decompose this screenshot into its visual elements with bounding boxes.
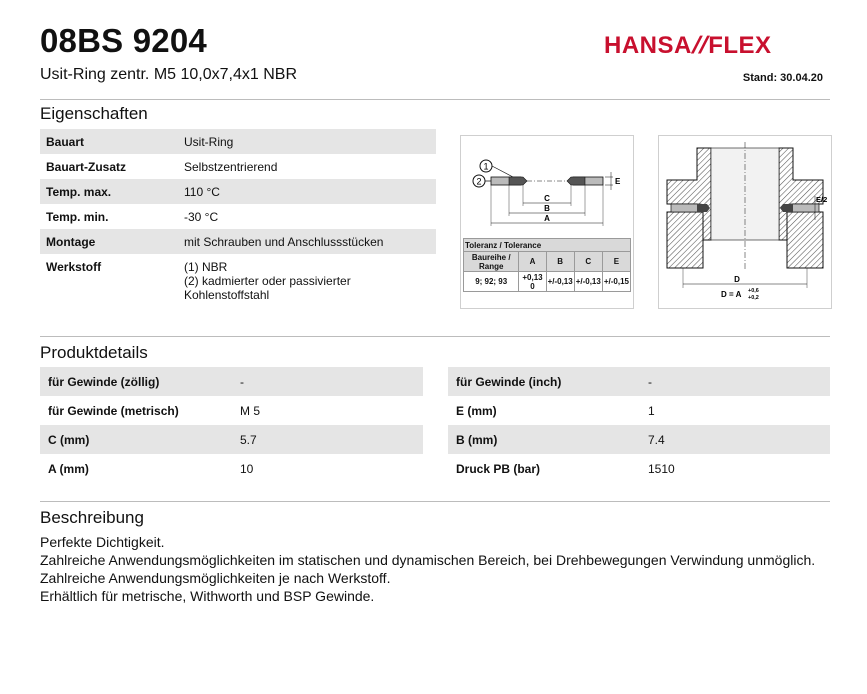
table-row — [40, 229, 436, 254]
tolerance-cell: 9; 92; 93 — [464, 272, 519, 292]
table-row — [40, 454, 423, 483]
detail-key: E (mm) — [456, 403, 497, 418]
stand-date: Stand: 30.04.20 — [742, 72, 823, 84]
tolerance-table-wrap — [463, 238, 631, 292]
details-table-right — [448, 367, 830, 483]
table-row — [448, 367, 830, 396]
detail-value: 10 — [240, 461, 254, 476]
description-text — [40, 533, 815, 605]
table-row — [40, 179, 436, 204]
detail-value: 1 — [648, 403, 655, 418]
formula-lower: +0,2 — [748, 295, 759, 301]
ring-section-drawing — [461, 136, 633, 236]
formula-upper: +0,6 — [748, 288, 759, 294]
divider — [40, 99, 830, 100]
description-line: Zahlreiche Anwendungsmöglichkeiten im statischen und dynamischen Bereich, bei Drehbewegungen Verwindung unmöglich. — [40, 552, 816, 568]
property-value: Usit-Ring — [178, 129, 436, 154]
tolerance-cell: +/-0,13 — [546, 272, 574, 292]
description-line: Zahlreiche Anwendungsmöglichkeiten je nach Werkstoff. — [40, 570, 391, 586]
detail-value: 5.7 — [232, 425, 423, 454]
property-key: Temp. max. — [40, 179, 178, 204]
section-heading-produktdetails: Produktdetails — [40, 343, 148, 362]
description-line: Erhältlich für metrische, Withworth und BSP Gewinde. — [40, 588, 375, 604]
tolerance-header: A — [519, 252, 546, 272]
property-value: -30 °C — [184, 209, 219, 224]
dim-label-c: C — [544, 194, 550, 203]
detail-value: 1510 — [648, 461, 675, 476]
table-row — [40, 129, 436, 154]
tolerance-header: E — [602, 252, 630, 272]
properties-table — [40, 129, 436, 308]
divider — [40, 336, 830, 337]
page-title: 08BS 9204 — [40, 22, 207, 59]
property-key: Temp. min. — [46, 209, 109, 224]
detail-key: B (mm) — [448, 425, 640, 454]
tolerance-cell: +0,13 0 — [519, 272, 546, 292]
ring-dimension-figure — [460, 135, 634, 309]
description-line: Perfekte Dichtigkeit. — [40, 534, 165, 550]
hansa-flex-logo — [604, 32, 772, 60]
installation-drawing — [659, 136, 831, 308]
table-row — [448, 396, 830, 425]
product-subtitle: Usit-Ring zentr. M5 10,0x7,4x1 NBR — [40, 66, 297, 83]
table-row — [40, 254, 436, 308]
callout-1: 1 — [483, 161, 489, 172]
property-value: mit Schrauben und Anschlussstücken — [178, 229, 436, 254]
property-value: 110 °C — [178, 179, 436, 204]
table-row — [448, 454, 830, 483]
dim-label-d: D — [734, 275, 740, 284]
dim-label-b: B — [544, 204, 550, 213]
detail-value: 7.4 — [640, 425, 830, 454]
property-key: Bauart — [40, 129, 178, 154]
dim-label-e: E — [615, 177, 621, 186]
table-row — [40, 204, 436, 229]
detail-key: für Gewinde (inch) — [448, 367, 640, 396]
section-heading-eigenschaften: Eigenschaften — [40, 104, 148, 123]
table-row — [40, 425, 423, 454]
detail-key: für Gewinde (metrisch) — [48, 403, 179, 418]
dim-label-a: A — [544, 214, 550, 223]
property-value: (1) NBR (2) kadmierter oder passivierter Kohlenstoffstahl — [184, 260, 351, 302]
tolerance-header: B — [546, 252, 574, 272]
produktdetails-right — [448, 367, 830, 483]
detail-key: für Gewinde (zöllig) — [40, 367, 232, 396]
dim-label-e-half: E/2 — [816, 195, 828, 204]
table-row — [448, 425, 830, 454]
logo-text-right: FLEX — [708, 32, 772, 59]
detail-key: A (mm) — [48, 461, 89, 476]
table-row — [40, 396, 423, 425]
produktdetails-left — [40, 367, 423, 483]
formula-base: D = A — [721, 290, 742, 299]
detail-value: - — [640, 367, 830, 396]
property-key: Bauart-Zusatz — [46, 159, 127, 174]
tolerance-table — [463, 238, 631, 292]
logo-slash-icon: // — [688, 32, 712, 59]
detail-key: Druck PB (bar) — [456, 461, 541, 476]
detail-key: C (mm) — [40, 425, 232, 454]
logo-text-left: HANSA — [604, 32, 692, 59]
detail-value: M 5 — [240, 403, 261, 418]
section-heading-beschreibung: Beschreibung — [40, 508, 144, 527]
tolerance-cell: +/-0,15 — [602, 272, 630, 292]
property-key: Werkstoff — [46, 260, 102, 274]
details-table-left — [40, 367, 423, 483]
eigenschaften-table — [40, 129, 436, 308]
installation-figure — [658, 135, 832, 309]
tolerance-header: C — [574, 252, 602, 272]
callout-2: 2 — [476, 176, 482, 187]
table-row — [40, 154, 436, 179]
detail-value: - — [232, 367, 423, 396]
property-key: Montage — [40, 229, 178, 254]
tolerance-title: Toleranz / Tolerance — [464, 239, 631, 252]
property-value: Selbstzentrierend — [184, 159, 278, 174]
tolerance-header: Baureihe / Range — [464, 252, 519, 272]
table-row — [40, 367, 423, 396]
tolerance-cell: +/-0,13 — [574, 272, 602, 292]
divider — [40, 501, 830, 502]
